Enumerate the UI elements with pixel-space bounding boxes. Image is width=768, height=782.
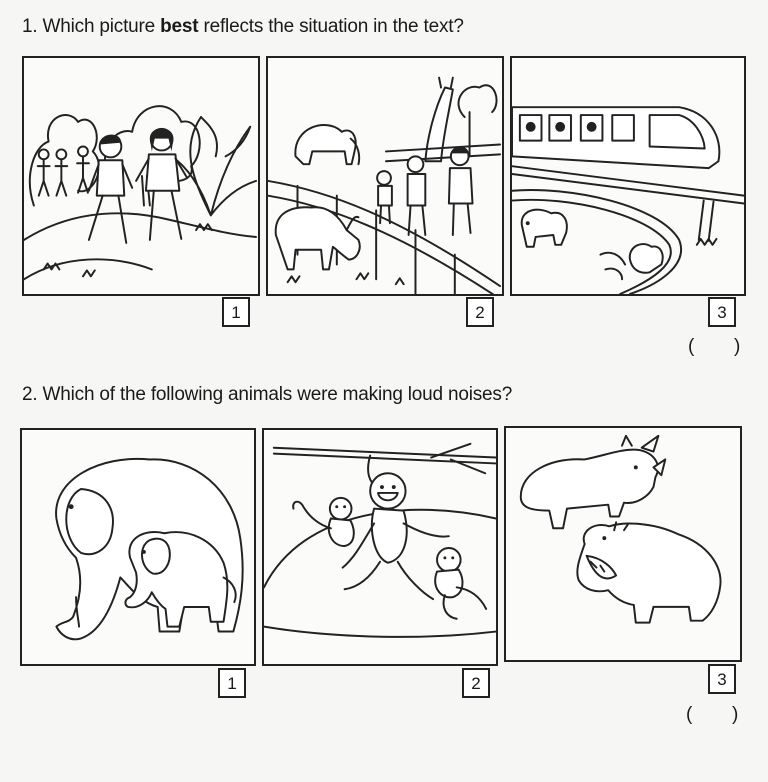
zoo-visitors-illustration xyxy=(268,58,502,294)
question-1-answer-open: ( xyxy=(688,336,695,357)
question-1-text xyxy=(22,16,464,38)
question-2-picture-3[interactable] xyxy=(504,426,742,662)
question-2-answer-open: ( xyxy=(686,704,693,725)
monorail-illustration xyxy=(512,58,744,294)
question-2-answer-blank[interactable] xyxy=(698,704,728,728)
question-2-picture-1[interactable] xyxy=(20,428,256,666)
question-1-text-bold: best xyxy=(160,16,199,37)
question-1-text-before: Which picture xyxy=(42,16,161,37)
question-2-option-2-label[interactable]: 2 xyxy=(462,668,490,698)
people-walking-illustration xyxy=(24,58,258,294)
question-1-answer-close: ) xyxy=(734,336,741,357)
question-2-picture-2[interactable] xyxy=(262,428,498,666)
question-1-option-1-label[interactable]: 1 xyxy=(222,297,250,327)
monkeys-illustration xyxy=(264,430,496,664)
question-1-picture-2[interactable] xyxy=(266,56,504,296)
question-1-number: 1. xyxy=(22,16,38,37)
question-1-picture-3[interactable] xyxy=(510,56,746,296)
rhino-hippo-illustration xyxy=(506,428,740,660)
question-2-option-1-label[interactable]: 1 xyxy=(218,668,246,698)
question-2-number: 2. xyxy=(22,384,38,405)
question-1-option-2-label[interactable]: 2 xyxy=(466,297,494,327)
question-2-body: Which of the following animals were making loud noises? xyxy=(42,384,513,405)
question-1-option-3-label[interactable]: 3 xyxy=(708,297,736,327)
question-1-answer-blank[interactable] xyxy=(700,336,730,360)
question-1-text-after: reflects the situation in the text? xyxy=(198,16,464,37)
question-1-picture-1[interactable] xyxy=(22,56,260,296)
question-2-text xyxy=(22,384,512,406)
question-2-answer-close: ) xyxy=(732,704,739,725)
elephant-illustration xyxy=(22,430,254,664)
question-2-option-3-label[interactable]: 3 xyxy=(708,664,736,694)
